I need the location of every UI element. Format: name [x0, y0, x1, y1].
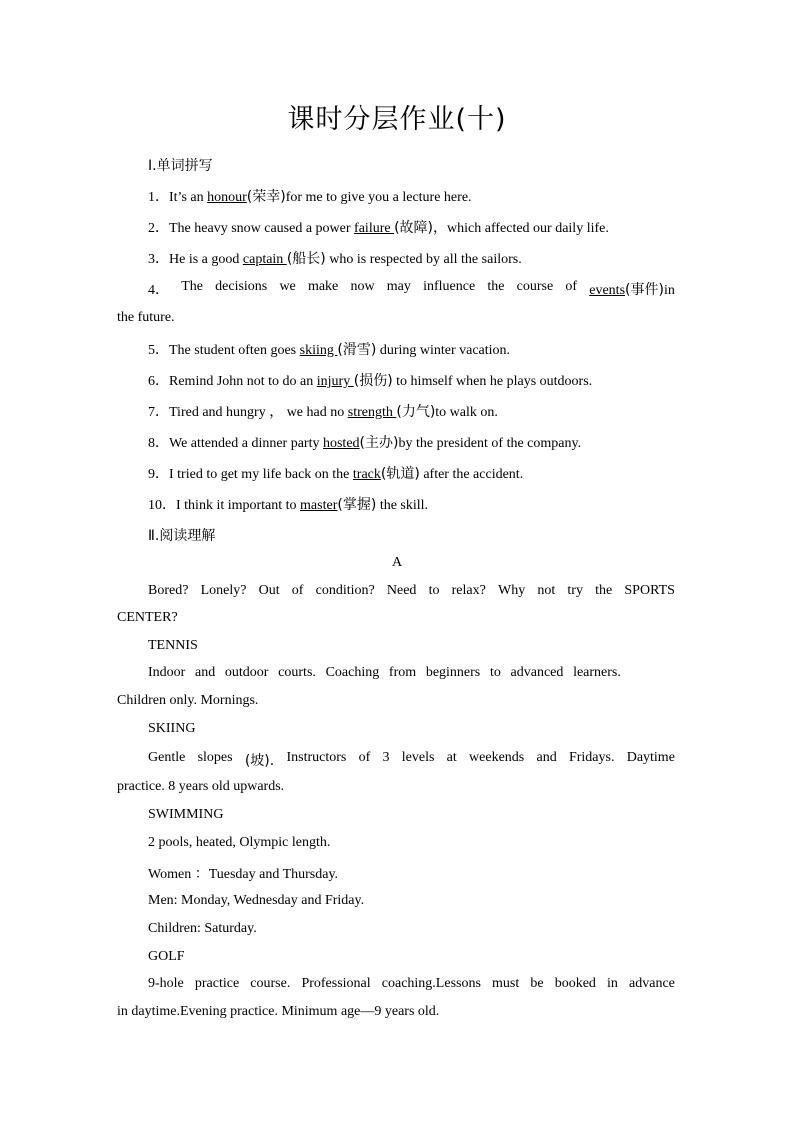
section-heading-spelling: Ⅰ.单词拼写 [148, 158, 213, 174]
golf-desc-cont: in daytime.Evening practice. Minimum age—9 years old. [117, 1004, 440, 1019]
spelling-item-6: 6．Remind John not to do an injury (损伤) to himself when he plays outdoors. [148, 373, 593, 389]
spelling-item-8: 8．We attended a dinner party hosted(主办)by the president of the company. [148, 435, 582, 451]
skiing-desc: Gentle slopes (坡). Instructors of 3 levels at weekends and Fridays. Daytime [148, 750, 675, 769]
heading-swimming: SWIMMING [148, 807, 224, 822]
answer-word: honour [207, 190, 247, 205]
swimming-line-4: Children: Saturday. [148, 921, 257, 936]
spelling-item-9: 9．I tried to get my life back on the track(轨道) after the accident. [148, 466, 524, 482]
heading-golf: GOLF [148, 949, 185, 964]
spelling-item-4: 4． The decisions we make now may influence the course of events(事件)in [148, 279, 675, 298]
answer-word: injury [316, 374, 354, 389]
golf-desc: 9-hole practice course. Professional coaching.Lessons must be booked in advance [148, 976, 675, 991]
tennis-desc-cont: Children only. Mornings. [117, 693, 259, 708]
swimming-line-2: Women ：Tuesday and Thursday. [148, 867, 339, 882]
answer-word: hosted [322, 436, 360, 451]
tennis-desc: Indoor and outdoor courts. Coaching from beginners to advanced learners. [148, 665, 621, 680]
answer-word: strength [347, 405, 397, 420]
heading-tennis: TENNIS [148, 638, 198, 653]
spelling-item-7: 7．Tired and hungry ， we had no strength (力气)to walk on. [148, 404, 498, 420]
passage-intro-cont: CENTER? [117, 610, 178, 625]
swimming-line-1: 2 pools, heated, Olympic length. [148, 835, 331, 850]
answer-word: captain [242, 252, 287, 267]
spelling-item-4-cont: the future. [117, 310, 175, 325]
answer-word: master [300, 498, 338, 513]
spelling-item-2: 2．The heavy snow caused a power failure (故障)，which affected our daily life. [148, 220, 609, 236]
skiing-desc-cont: practice. 8 years old upwards. [117, 779, 285, 794]
spelling-item-1: 1．It’s an honour(荣幸)for me to give you a lecture here. [148, 189, 472, 205]
spelling-item-5: 5．The student often goes skiing (滑雪) during winter vacation. [148, 342, 511, 358]
spelling-item-3: 3．He is a good captain (船长) who is respected by all the sailors. [148, 251, 522, 267]
passage-intro: Bored? Lonely? Out of condition? Need to relax? Why not try the SPORTS [148, 583, 675, 598]
answer-word: failure [354, 221, 395, 236]
page-title: 课时分层作业(十) [287, 104, 507, 135]
spelling-item-10: 10．I think it important to master(掌握) the skill. [148, 497, 429, 513]
passage-label: A [391, 555, 403, 570]
section-heading-reading: Ⅱ.阅读理解 [148, 528, 216, 544]
swimming-line-3: Men: Monday, Wednesday and Friday. [148, 893, 365, 908]
answer-word: events [589, 283, 626, 298]
answer-word: skiing [299, 343, 338, 358]
answer-word: track [352, 467, 381, 482]
heading-skiing: SKIING [148, 721, 196, 736]
